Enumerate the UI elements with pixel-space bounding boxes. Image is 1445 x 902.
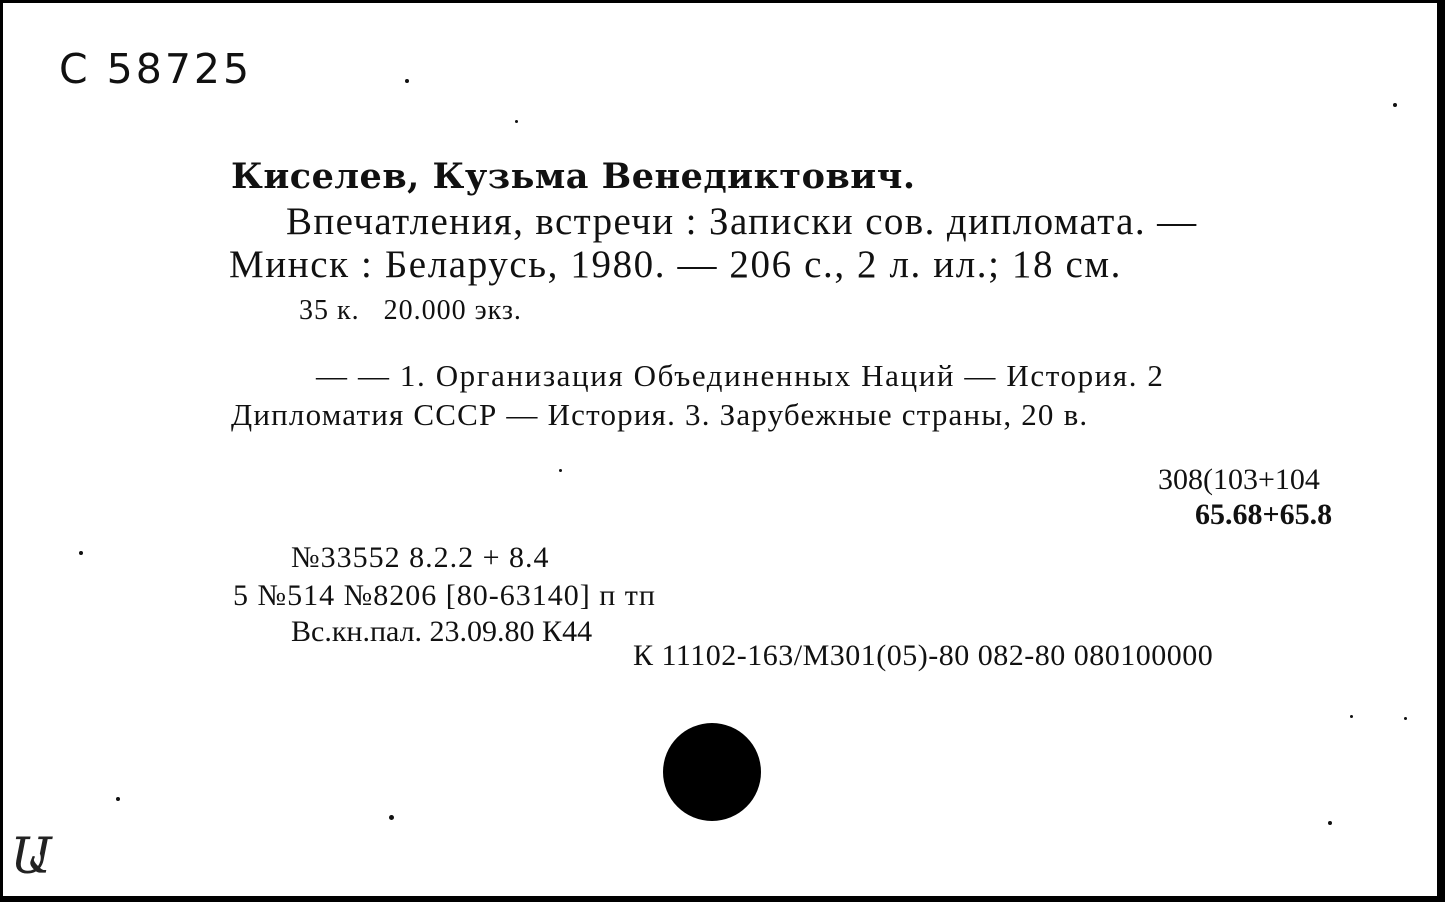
speck (515, 120, 518, 123)
title-line-2: Минск : Беларусь, 1980. — 206 с., 2 л. ил.; 18 см. (229, 243, 1123, 286)
speck (79, 551, 83, 555)
author-heading: Киселев, Кузьма Венедиктович. (231, 156, 916, 197)
punch-hole (663, 723, 761, 821)
speck (116, 797, 120, 801)
speck (559, 469, 562, 472)
price-run: 35 к. 20.000 экз. (299, 295, 522, 326)
title-line-1: Впечатления, встречи : Записки сов. дипломата. — (286, 200, 1198, 243)
speck (389, 815, 394, 820)
subjects-line-2: Дипломатия СССР — История. 3. Зарубежные страны, 20 в. (231, 397, 1089, 432)
ref-line-3: Вс.кн.пал. 23.09.80 К44 (291, 615, 593, 648)
catalog-card (3, 3, 1437, 896)
speck (1404, 717, 1407, 720)
speck (1350, 715, 1353, 718)
classification-2: 65.68+65.8 (1195, 498, 1333, 531)
speck (1393, 103, 1397, 107)
call-number: С 58725 (59, 45, 253, 93)
classification-1: 308(103+104 (1158, 463, 1320, 496)
speck (405, 79, 409, 83)
ref-line-4: К 11102-163/М301(05)-80 082-80 080100000 (633, 639, 1214, 672)
ref-line-2: 5 №514 №8206 [80-63140] п тп (233, 579, 656, 612)
speck (1328, 821, 1332, 825)
subjects-line-1: — — 1. Организация Объединенных Наций — История. 2 (316, 358, 1165, 393)
corner-handwritten-mark: Ա (11, 828, 52, 884)
ref-line-1: №33552 8.2.2 + 8.4 (291, 541, 550, 574)
